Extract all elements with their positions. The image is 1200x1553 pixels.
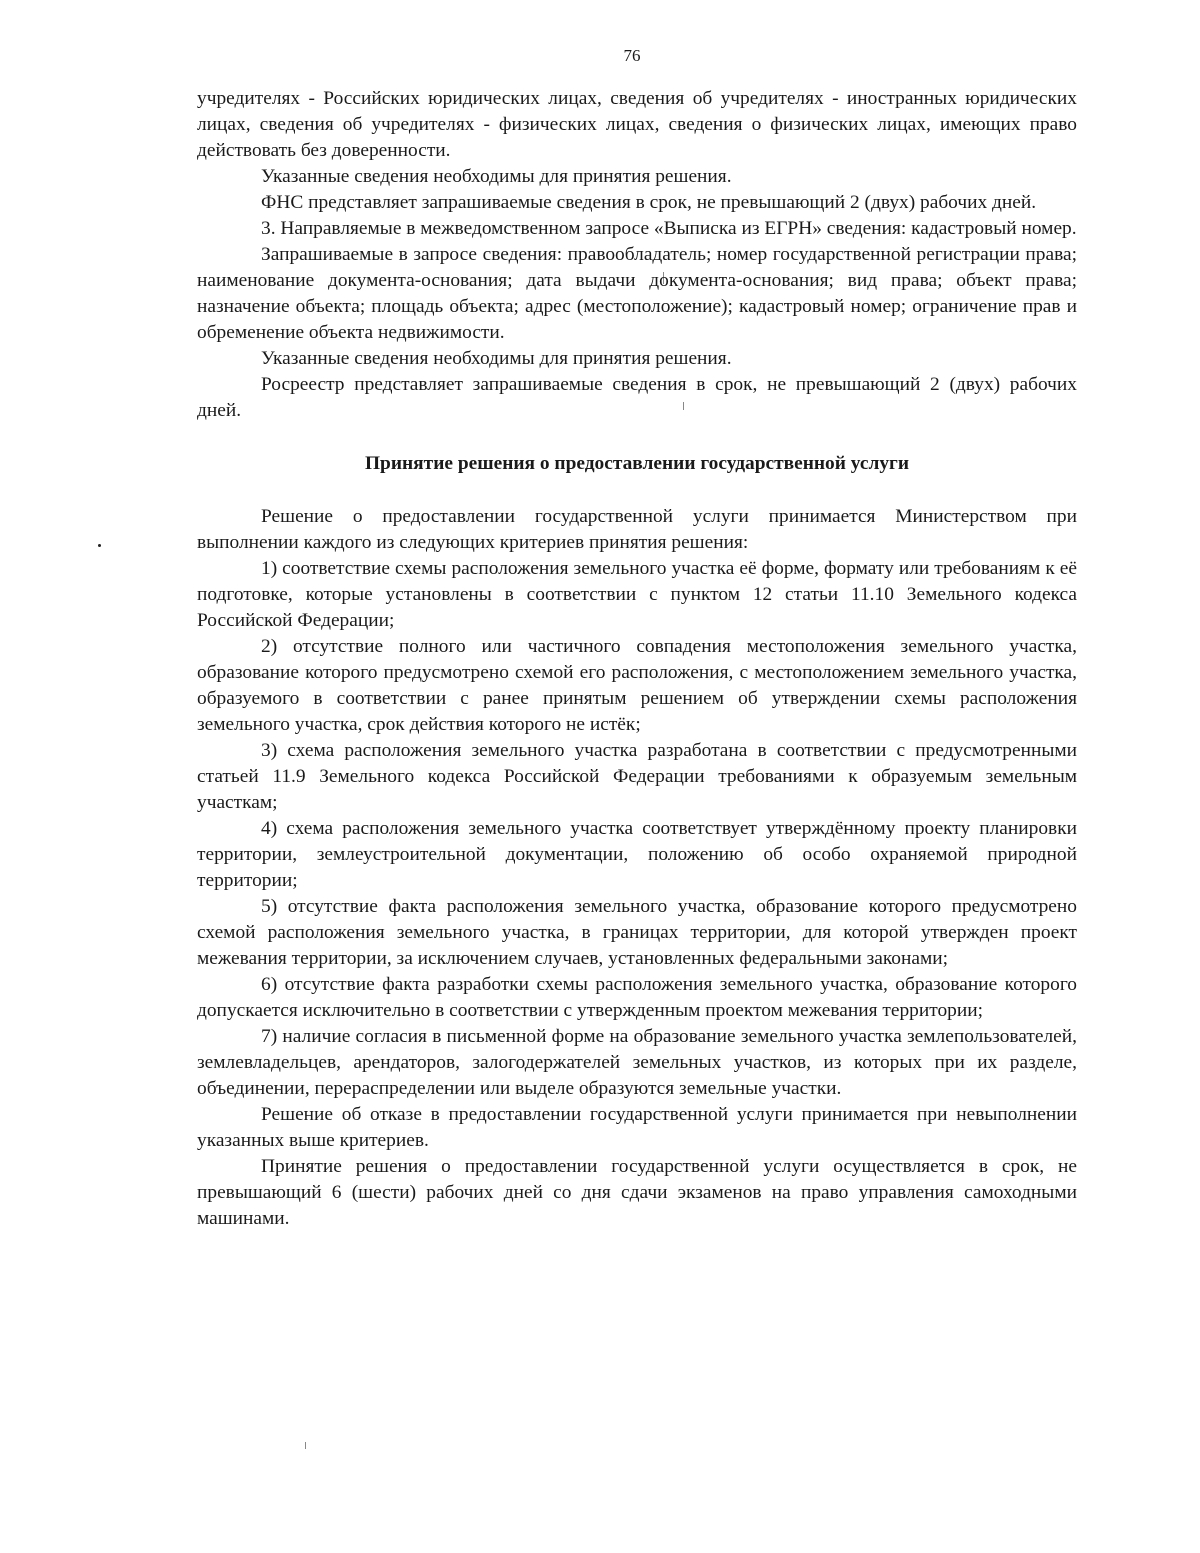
paragraph: Решение о предоставлении государственной услуги принимается Министерством при выполнении каждого из следующих критериев принятия решения: xyxy=(197,506,1077,553)
paragraph: учредителях - Российских юридических лицах, сведения об учредителях - иностранных юридических лицах, сведения об учредителях - физических лицах, сведения о физических лицах, имеющих право действовать без доверенности. xyxy=(197,88,1077,161)
paragraph: Росреестр представляет запрашиваемые сведения в срок, не превышающий 2 (двух) рабочих дней. xyxy=(197,374,1077,421)
paragraph: Принятие решения о предоставлении государственной услуги осуществляется в срок, не превышающий 6 (шести) рабочих дней со дня сдачи экзаменов на право управления самоходными машинами. xyxy=(197,1156,1077,1229)
section-heading: Принятие решения о предоставлении государственной услуги xyxy=(364,453,910,474)
criteria-item: 5) отсутствие факта расположения земельного участка, образование которого предусмотрено схемой расположения земельного участка, в границах территории, для которой утвержден проект межевания территории, за исключением случаев, установленных федеральными законами; xyxy=(197,896,1077,969)
paragraph: 3. Направляемые в межведомственном запросе «Выписка из ЕГРН» сведения: кадастровый номер. xyxy=(261,218,1077,239)
page-number: 76 xyxy=(623,46,641,65)
criteria-item: 3) схема расположения земельного участка разработана в соответствии с предусмотренными статьей 11.9 Земельного кодекса Российской Федерации требованиями к образуемым земельным участкам; xyxy=(197,740,1077,813)
scan-dot xyxy=(98,544,101,547)
criteria-item: 4) схема расположения земельного участка соответствует утверждённому проекту планировки территории, землеустроительной документации, положению об особо охраняемой природной территории; xyxy=(197,818,1077,891)
criteria-item: 1) соответствие схемы расположения земельного участка её форме, формату или требованиям к её подготовке, которые установлены в соответствии с пунктом 12 статьи 11.10 Земельного кодекса Российской Федерации; xyxy=(197,558,1077,631)
scan-speck xyxy=(305,1442,306,1449)
criteria-item: 7) наличие согласия в письменной форме на образование земельного участка землепользователей, землевладельцев, арендаторов, залогодержателей земельных участков, из которых при их разделе, объединении, перераспределении или выделе образуются земельные участки. xyxy=(197,1026,1077,1099)
paragraph: Решение об отказе в предоставлении государственной услуги принимается при невыполнении указанных выше критериев. xyxy=(197,1104,1077,1151)
document-body xyxy=(197,86,1077,1232)
paragraph: ФНС представляет запрашиваемые сведения в срок, не превышающий 2 (двух) рабочих дней. xyxy=(261,192,1037,213)
paragraph: Указанные сведения необходимы для принятия решения. xyxy=(261,348,732,369)
criteria-item: 2) отсутствие полного или частичного совпадения местоположения земельного участка, образование которого предусмотрено схемой его расположения, с местоположением земельного участка, образуемого в соответствии с ранее принятым решением об утверждении схемы расположения земельного участка, срок действия которого не истёк; xyxy=(197,636,1077,735)
paragraph: Указанные сведения необходимы для принятия решения. xyxy=(261,166,732,187)
criteria-item: 6) отсутствие факта разработки схемы расположения земельного участка, образование которого допускается исключительно в соответствии с утвержденным проектом межевания территории; xyxy=(197,974,1077,1021)
paragraph: Запрашиваемые в запросе сведения: правообладатель; номер государственной регистрации права; наименование документа-основания; дата выдачи документа-основания; вид права; объект права; назначение объекта; площадь объекта; адрес (местоположение); кадастровый номер; ограничение прав и обременение объекта недвижимости. xyxy=(197,244,1077,343)
